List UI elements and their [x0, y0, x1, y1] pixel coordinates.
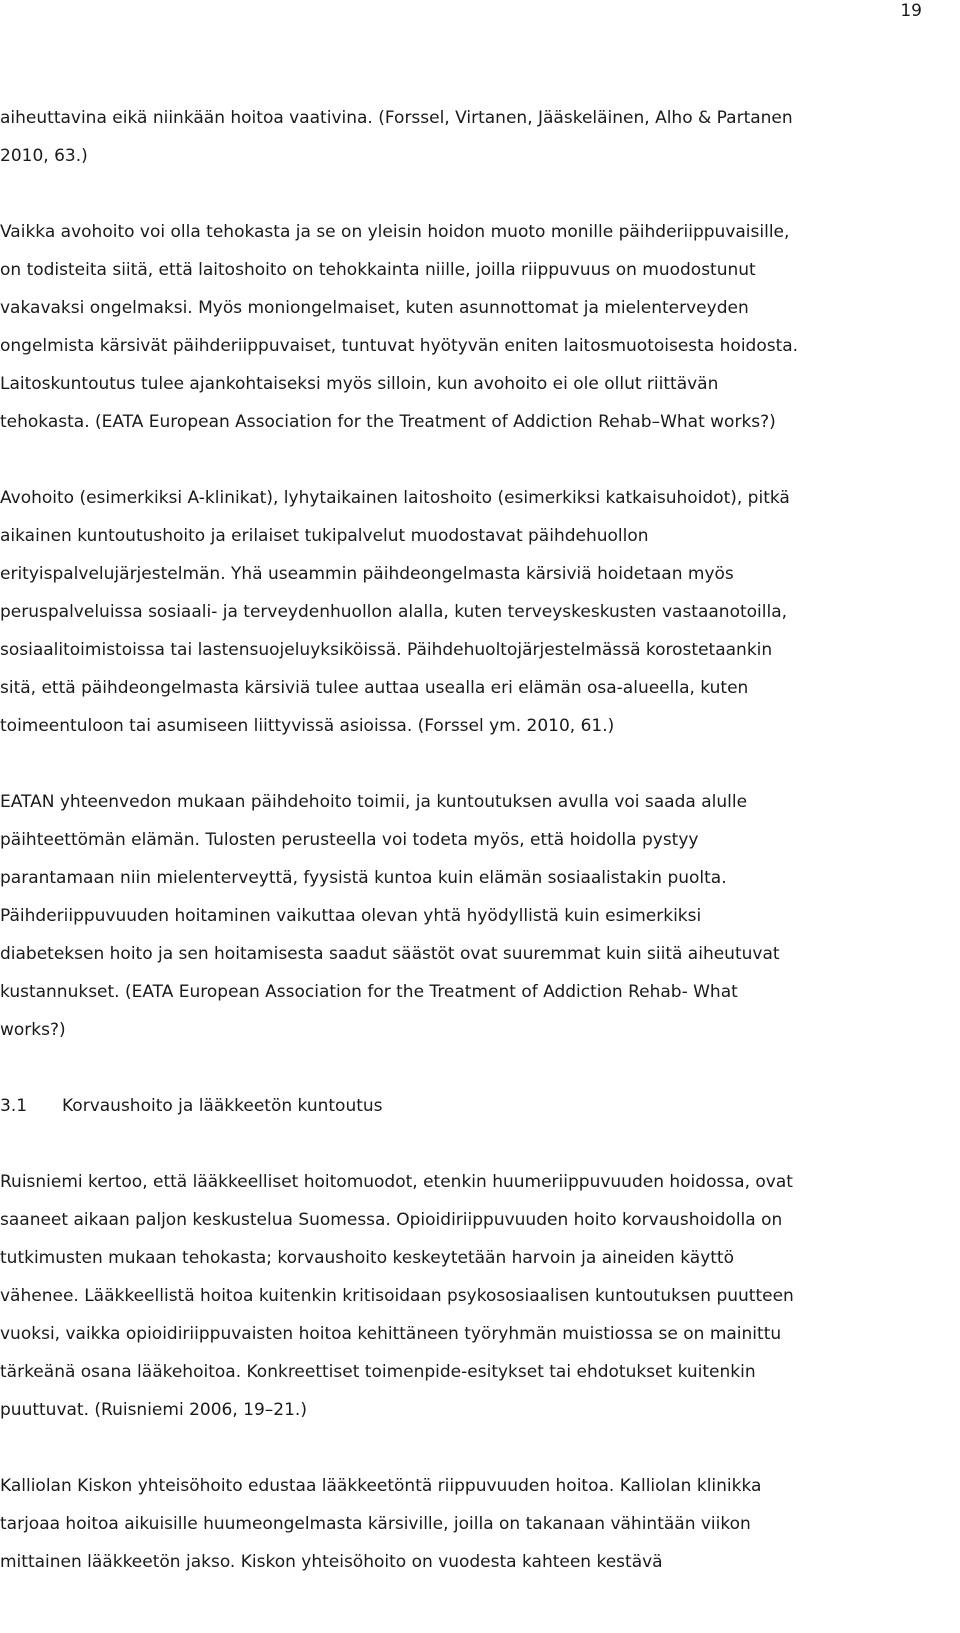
- paragraph-spacer: [0, 745, 930, 783]
- section-heading: [0, 1087, 930, 1125]
- paragraph-6: Kalliolan Kiskon yhteisöhoito edustaa lääkkeetöntä riippuvuuden hoitoa. Kalliolan klinikka tarjoaa hoitoa aikuisille huumeongelmasta kärsiville, joilla on takanaan vähintään viikon mittainen lääkkeetön jakso. Kiskon yhteisöhoito on vuodesta kahteen kestävä: [0, 1476, 762, 1572]
- page-number: 19: [900, 1, 922, 21]
- paragraph-spacer: [0, 1049, 930, 1087]
- paragraph-3: Avohoito (esimerkiksi A-klinikat), lyhytaikainen laitoshoito (esimerkiksi katkaisuhoidot), pitkä aikainen kuntoutushoito ja erilaiset tukipalvelut muodostavat päihdehuollon erityispalvelujärjestelmän. Yhä useammin päihdeongelmasta kärsiviä hoidetaan myös peruspalveluissa sosiaali- ja terveydenhuollon alalla, kuten terveyskeskusten vastaanotoilla, sosiaalitoimistoissa tai lastensuojeluyksiköissä. Päihdehuoltojärjestelmässä korostetaankin sitä, että päihdeongelmasta kärsiviä tulee auttaa usealla eri elämän osa-alueella, kuten toimeentuloon tai asumiseen liittyvissä asioissa. (Forssel ym. 2010, 61.): [0, 488, 790, 736]
- paragraph-4: EATAN yhteenvedon mukaan päihdehoito toimii, ja kuntoutuksen avulla voi saada alulle päihteettömän elämän. Tulosten perusteella voi todeta myös, että hoidolla pystyy parantamaan niin mielenterveyttä, fyysistä kuntoa kuin elämän sosiaalistakin puolta. Päihderiippuvuuden hoitaminen vaikuttaa olevan yhtä hyödyllistä kuin esimerkiksi diabeteksen hoito ja sen hoitamisesta saadut säästöt ovat suuremmat kuin siitä aiheutuvat kustannukset. (EATA European Association for the Treatment of Addiction Rehab- What works?): [0, 792, 780, 1040]
- paragraph-2: Vaikka avohoito voi olla tehokasta ja se on yleisin hoidon muoto monille päihderiippuvaisille, on todisteita siitä, että laitoshoito on tehokkainta niille, joilla riippuvuus on muodostunut vakavaksi ongelmaksi. Myös moniongelmaiset, kuten asunnottomat ja mielenterveyden ongelmista kärsivät päihderiippuvaiset, tuntuvat hyötyvän eniten laitosmuotoisesta hoidosta. Laitoskuntoutus tulee ajankohtaiseksi myös silloin, kun avohoito ei ole ollut riittävän tehokasta. (EATA European Association for the Treatment of Addiction Rehab–What works?): [0, 222, 799, 432]
- paragraph-spacer: [0, 441, 930, 479]
- paragraph-spacer: [0, 1125, 930, 1163]
- paragraph-5: Ruisniemi kertoo, että lääkkeelliset hoitomuodot, etenkin huumeriippuvuuden hoidossa, ovat saaneet aikaan paljon keskustelua Suomessa. Opioidiriippuvuuden hoito korvaushoidolla on tutkimusten mukaan tehokasta; korvaushoito keskeytetään harvoin ja aineiden käyttö vähenee. Lääkkeellistä hoitoa kuitenkin kritisoidaan psykososiaalisen kuntoutuksen puutteen vuoksi, vaikka opioidiriippuvaisten hoitoa kehittäneen työryhmän muistiossa se on mainittu tärkeänä osana lääkehoitoa. Konkreettiset toimenpide-esitykset tai ehdotukset kuitenkin puuttuvat. (Ruisniemi 2006, 19–21.): [0, 1172, 794, 1420]
- paragraph-spacer: [0, 1429, 930, 1467]
- paragraph-1: aiheuttavina eikä niinkään hoitoa vaativina. (Forssel, Virtanen, Jääskeläinen, Alho & Partanen 2010, 63.): [0, 108, 793, 166]
- section-title: Korvaushoito ja lääkkeetön kuntoutus: [62, 1096, 383, 1116]
- paragraph-spacer: [0, 175, 930, 213]
- section-number: 3.1: [0, 1096, 28, 1116]
- document-body: [0, 99, 930, 1581]
